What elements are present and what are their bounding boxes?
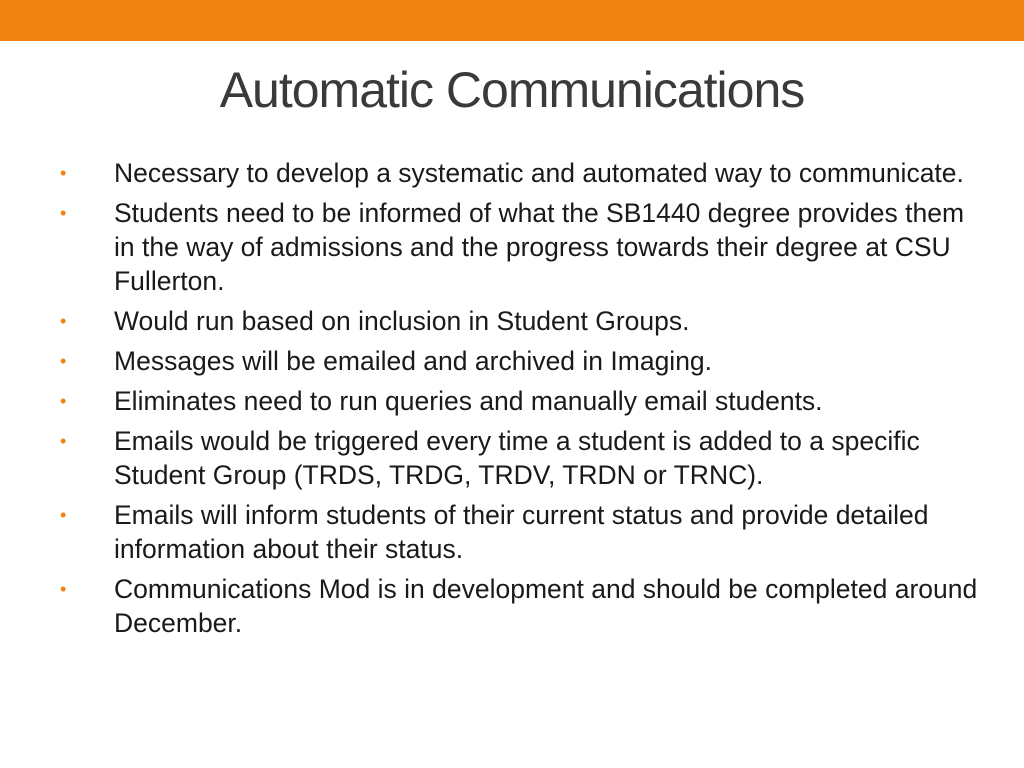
bullet-dot-icon: • [60, 351, 67, 371]
bullet-dot-icon: • [60, 505, 67, 525]
bullet-text: Communications Mod is in development and should be completed around December. [114, 574, 978, 638]
list-item [60, 498, 980, 566]
bullet-dot-icon: • [60, 203, 67, 223]
bullet-text: Eliminates need to run queries and manually email students. [114, 386, 823, 416]
slide-title: Automatic Communications [219, 62, 805, 118]
bullet-dot-icon: • [60, 579, 67, 599]
bullet-dot-icon: • [60, 163, 67, 183]
bullet-dot-icon: • [60, 311, 67, 331]
bullet-dot-icon: • [60, 431, 67, 451]
bullet-text: Emails would be triggered every time a student is added to a specific Student Group (TRDS, TRDG, TRDV, TRDN or TRNC). [114, 426, 920, 490]
list-item [60, 156, 980, 190]
bullet-list [60, 156, 980, 646]
list-item [60, 384, 980, 418]
list-item [60, 424, 980, 492]
list-item [60, 196, 980, 298]
bullet-text: Messages will be emailed and archived in Imaging. [114, 346, 713, 376]
accent-top-bar [0, 0, 1024, 41]
list-item [60, 304, 980, 338]
bullet-dot-icon: • [60, 391, 67, 411]
list-item [60, 344, 980, 378]
bullet-text: Would run based on inclusion in Student Groups. [114, 306, 690, 336]
bullet-text: Emails will inform students of their current status and provide detailed information about their status. [114, 500, 929, 564]
bullet-text: Necessary to develop a systematic and automated way to communicate. [114, 158, 964, 188]
list-item [60, 572, 980, 640]
bullet-text: Students need to be informed of what the SB1440 degree provides them in the way of admissions and the progress towards their degree at CSU Fullerton. [114, 198, 965, 296]
